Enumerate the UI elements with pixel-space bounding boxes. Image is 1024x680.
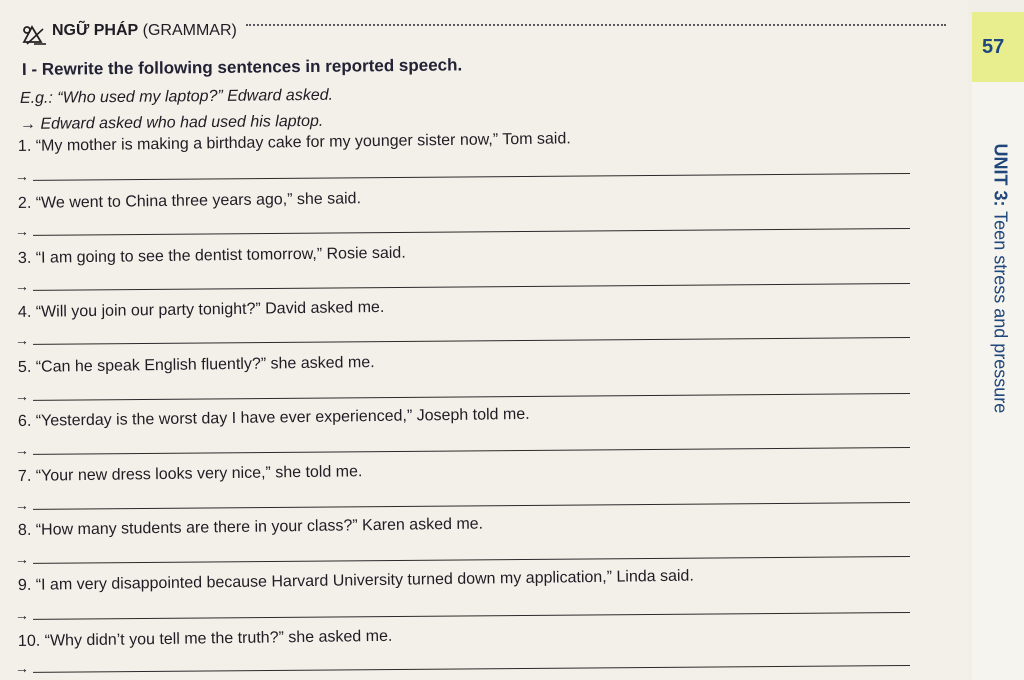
question-9: 9. “I am very disappointed because Harvard University turned down my application,” Linda said. [17,567,694,594]
question-1: 1. “My mother is making a birthday cake for my younger sister now,” Tom said. [17,130,571,155]
arrow-icon: → [14,441,30,458]
arrow-icon: → [14,659,30,676]
writing-line [33,556,910,564]
writing-line [33,447,910,455]
exercise-title: I - Rewrite the following sentences in reported speech. [21,55,463,79]
answer-line-5[interactable] [15,383,910,408]
arrow-icon: → [14,606,30,623]
arrow-icon: → [14,550,30,567]
answer-line-4[interactable] [15,327,910,352]
grammar-icon [22,24,48,48]
section-title [52,22,237,40]
writing-line [33,502,910,510]
dotted-divider [246,24,946,26]
example-answer: → Edward asked who had used his laptop. [19,112,324,133]
arrow-icon: → [14,331,30,348]
unit-label-rest: Teen stress and pressure [990,206,1011,414]
section-title-rest: (GRAMMAR) [138,22,237,39]
arrow-icon: → [14,496,30,513]
writing-line [33,393,910,401]
answer-line-3[interactable] [15,273,910,298]
question-8: 8. “How many students are there in your class?” Karen asked me. [17,515,484,539]
answer-line-6[interactable] [15,437,910,462]
arrow-icon: → [14,167,30,184]
answer-line-2[interactable] [15,218,910,243]
answer-line-1[interactable] [15,163,910,188]
writing-line [33,337,910,345]
writing-line [33,612,910,620]
writing-line [33,228,910,236]
question-4: 4. “Will you join our party tonight?” David asked me. [17,298,385,321]
question-5: 5. “Can he speak English fluently?” she asked me. [17,354,375,376]
writing-line [33,283,910,291]
section-header [20,16,950,46]
arrow-icon: → [14,387,30,404]
page-number: 57 [982,36,1005,58]
arrow-icon: → [14,222,30,239]
arrow-icon: → [14,277,30,294]
question-7: 7. “Your new dress looks very nice,” she told me. [17,463,363,485]
answer-line-10[interactable] [15,655,910,680]
section-title-strong: NGỮ PHÁP [52,22,139,39]
answer-line-8[interactable] [15,546,910,571]
question-2: 2. “We went to China three years ago,” she said. [17,190,362,212]
writing-line [33,665,910,673]
answer-line-7[interactable] [15,492,910,517]
question-3: 3. “I am going to see the dentist tomorrow,” Rosie said. [17,244,406,267]
writing-line [33,173,910,181]
example-sentence: E.g.: “Who used my laptop?” Edward asked. [19,86,334,107]
question-10: 10. “Why didn’t you tell me the truth?” she asked me. [17,627,393,650]
unit-label [990,143,1011,414]
unit-label-strong: UNIT 3: [990,143,1011,207]
answer-line-9[interactable] [15,602,910,627]
question-6: 6. “Yesterday is the worst day I have ever experienced,” Joseph told me. [17,405,530,430]
